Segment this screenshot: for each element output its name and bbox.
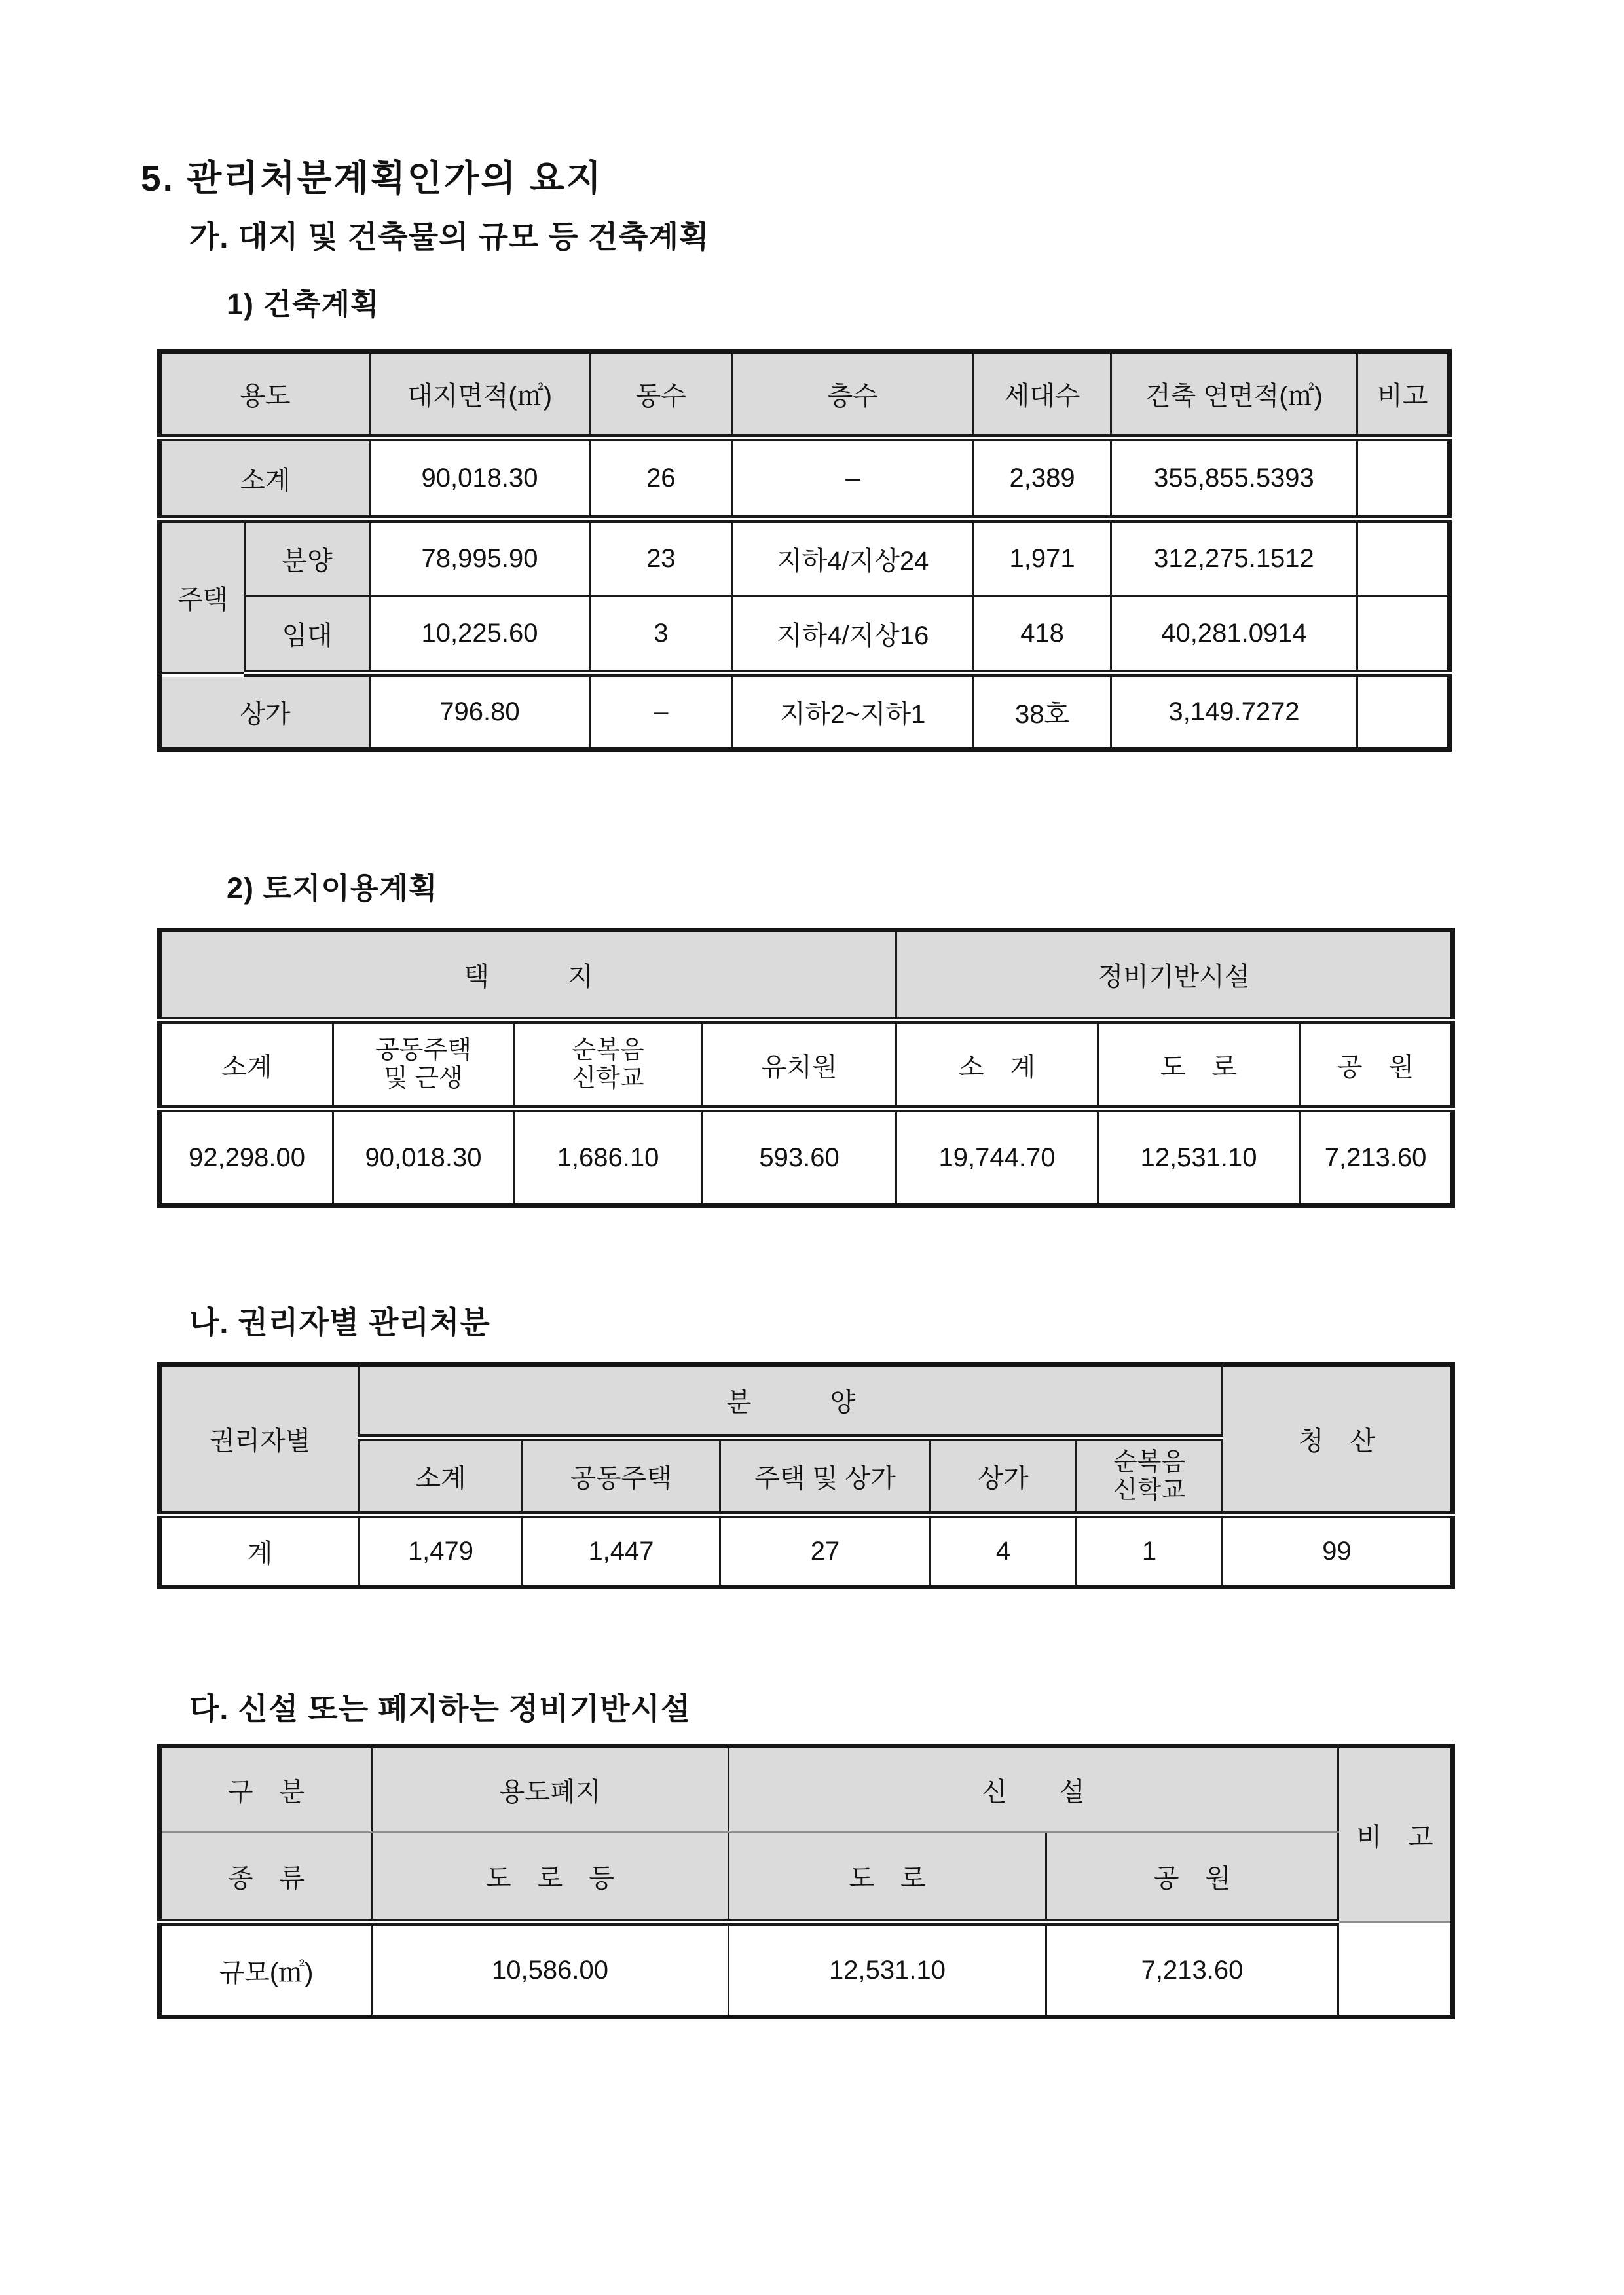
t4-size-new-park: 7,213.60 xyxy=(1046,1922,1338,2017)
t2-header-road: 도 로 xyxy=(1098,1021,1300,1109)
t4-kind-new-park: 공 원 xyxy=(1046,1833,1338,1922)
t1-subtotal-site-area: 90,018.30 xyxy=(369,438,589,519)
t2-header-school-line2: 신학교 xyxy=(572,1065,644,1092)
t2-group-header-site: 택 지 xyxy=(160,930,896,1021)
t2-value-apartment: 90,018.30 xyxy=(333,1109,514,1206)
t1-housing-group-label: 주택 xyxy=(160,519,245,674)
t2-header-school xyxy=(514,1021,703,1109)
t2-header-kindergarten: 유치원 xyxy=(703,1021,896,1109)
t3-total-subtotal: 1,479 xyxy=(360,1515,523,1587)
t1-row-rental-label: 임대 xyxy=(245,596,370,674)
t2-header-infra-subtotal: 소 계 xyxy=(896,1021,1098,1109)
t2-value-road: 12,531.10 xyxy=(1098,1109,1300,1206)
t3-total-label: 계 xyxy=(160,1515,360,1587)
t1-sale-buildings: 23 xyxy=(589,519,732,596)
t1-subtotal-gfa: 355,855.5393 xyxy=(1111,438,1357,519)
t4-header-abolished: 용도폐지 xyxy=(372,1746,729,1833)
t3-total-apartment: 1,447 xyxy=(523,1515,720,1587)
t1-row-sale-label: 분양 xyxy=(245,519,370,596)
t1-rental-gfa: 40,281.0914 xyxy=(1111,596,1357,674)
t1-retail-households: 38호 xyxy=(973,674,1111,750)
section-heading-ga: 가. 대지 및 건축물의 규모 등 건축계획 xyxy=(189,219,710,254)
t1-subtotal-buildings: 26 xyxy=(589,438,732,519)
t1-rental-buildings: 3 xyxy=(589,596,732,674)
t2-header-school-line1: 순복음 xyxy=(572,1037,644,1065)
t1-rental-note-empty xyxy=(1357,596,1449,674)
t1-retail-note-empty xyxy=(1357,674,1449,750)
t2-value-infra-subtotal: 19,744.70 xyxy=(896,1109,1098,1206)
t1-rental-site-area: 10,225.60 xyxy=(369,596,589,674)
document-title: 5. 관리처분계획인가의 요지 xyxy=(141,158,603,198)
t1-retail-gfa: 3,149.7272 xyxy=(1111,674,1357,750)
t4-size-new-road: 12,531.10 xyxy=(729,1922,1046,2017)
t4-size-note-empty xyxy=(1338,1922,1453,2017)
rights-holder-table xyxy=(157,1362,1455,1589)
t2-value-park: 7,213.60 xyxy=(1300,1109,1453,1206)
section-heading-na: 나. 권리자별 관리처분 xyxy=(189,1305,490,1340)
t4-group-header-new: 신 설 xyxy=(729,1746,1338,1833)
t1-row-subtotal-label: 소계 xyxy=(160,438,370,519)
t1-retail-buildings: – xyxy=(589,674,732,750)
subsection-heading-land-use-plan: 2) 토지이용계획 xyxy=(227,872,438,905)
t1-header-buildings: 동수 xyxy=(589,352,732,438)
t1-rental-households: 418 xyxy=(973,596,1111,674)
t1-sale-gfa: 312,275.1512 xyxy=(1111,519,1357,596)
infrastructure-table xyxy=(157,1744,1455,2019)
t4-kind-label: 종 류 xyxy=(160,1833,372,1922)
t4-kind-abolished: 도 로 등 xyxy=(372,1833,729,1922)
t2-group-header-infrastructure: 정비기반시설 xyxy=(896,930,1453,1021)
t1-header-site-area: 대지면적(㎡) xyxy=(369,352,589,438)
t2-header-subtotal: 소계 xyxy=(160,1021,333,1109)
t1-header-usage: 용도 xyxy=(160,352,370,438)
t3-total-retail: 4 xyxy=(931,1515,1077,1587)
t4-kind-new-road: 도 로 xyxy=(729,1833,1046,1922)
t3-total-school: 1 xyxy=(1077,1515,1223,1587)
t1-sale-floors: 지하4/지상24 xyxy=(732,519,973,596)
t1-subtotal-note-empty xyxy=(1357,438,1449,519)
subsection-heading-building-plan: 1) 건축계획 xyxy=(227,287,380,321)
t3-header-apartment: 공동주택 xyxy=(523,1438,720,1515)
land-use-plan-table xyxy=(157,928,1455,1208)
t3-header-school xyxy=(1077,1438,1223,1515)
t3-header-school-line2: 신학교 xyxy=(1113,1476,1186,1504)
t3-header-subtotal: 소계 xyxy=(360,1438,523,1515)
t3-header-school-line1: 순복음 xyxy=(1113,1448,1186,1476)
t4-size-label: 규모(㎡) xyxy=(160,1922,372,2017)
t3-header-liquidation: 청 산 xyxy=(1223,1365,1453,1515)
t4-size-abolished: 10,586.00 xyxy=(372,1922,729,2017)
t3-group-header-sale: 분 양 xyxy=(360,1365,1223,1438)
section-heading-da: 다. 신설 또는 폐지하는 정비기반시설 xyxy=(189,1691,692,1726)
t1-sale-households: 1,971 xyxy=(973,519,1111,596)
t2-header-apartment xyxy=(333,1021,514,1109)
t1-row-retail-label: 상가 xyxy=(160,674,370,750)
t2-header-apartment-line2: 및 근생 xyxy=(384,1065,463,1092)
t1-retail-floors: 지하2~지하1 xyxy=(732,674,973,750)
t3-header-retail: 상가 xyxy=(931,1438,1077,1515)
t2-value-kindergarten: 593.60 xyxy=(703,1109,896,1206)
t1-header-floors: 층수 xyxy=(732,352,973,438)
t1-retail-site-area: 796.80 xyxy=(369,674,589,750)
t2-value-subtotal: 92,298.00 xyxy=(160,1109,333,1206)
t1-sale-note-empty xyxy=(1357,519,1449,596)
t2-header-park: 공 원 xyxy=(1300,1021,1453,1109)
t1-subtotal-floors: – xyxy=(732,438,973,519)
t1-header-note: 비고 xyxy=(1357,352,1449,438)
t1-sale-site-area: 78,995.90 xyxy=(369,519,589,596)
t3-total-housing-retail: 27 xyxy=(720,1515,931,1587)
t1-header-gfa: 건축 연면적(㎡) xyxy=(1111,352,1357,438)
t4-header-note: 비 고 xyxy=(1338,1746,1453,1922)
t1-header-households: 세대수 xyxy=(973,352,1111,438)
t3-header-housing-retail: 주택 및 상가 xyxy=(720,1438,931,1515)
t2-header-apartment-line1: 공동주택 xyxy=(375,1037,471,1065)
t2-value-school: 1,686.10 xyxy=(514,1109,703,1206)
t4-header-category: 구 분 xyxy=(160,1746,372,1833)
building-plan-table xyxy=(157,349,1452,752)
t3-header-rights-holder: 권리자별 xyxy=(160,1365,360,1515)
t3-total-liquidation: 99 xyxy=(1223,1515,1453,1587)
t1-subtotal-households: 2,389 xyxy=(973,438,1111,519)
t1-rental-floors: 지하4/지상16 xyxy=(732,596,973,674)
